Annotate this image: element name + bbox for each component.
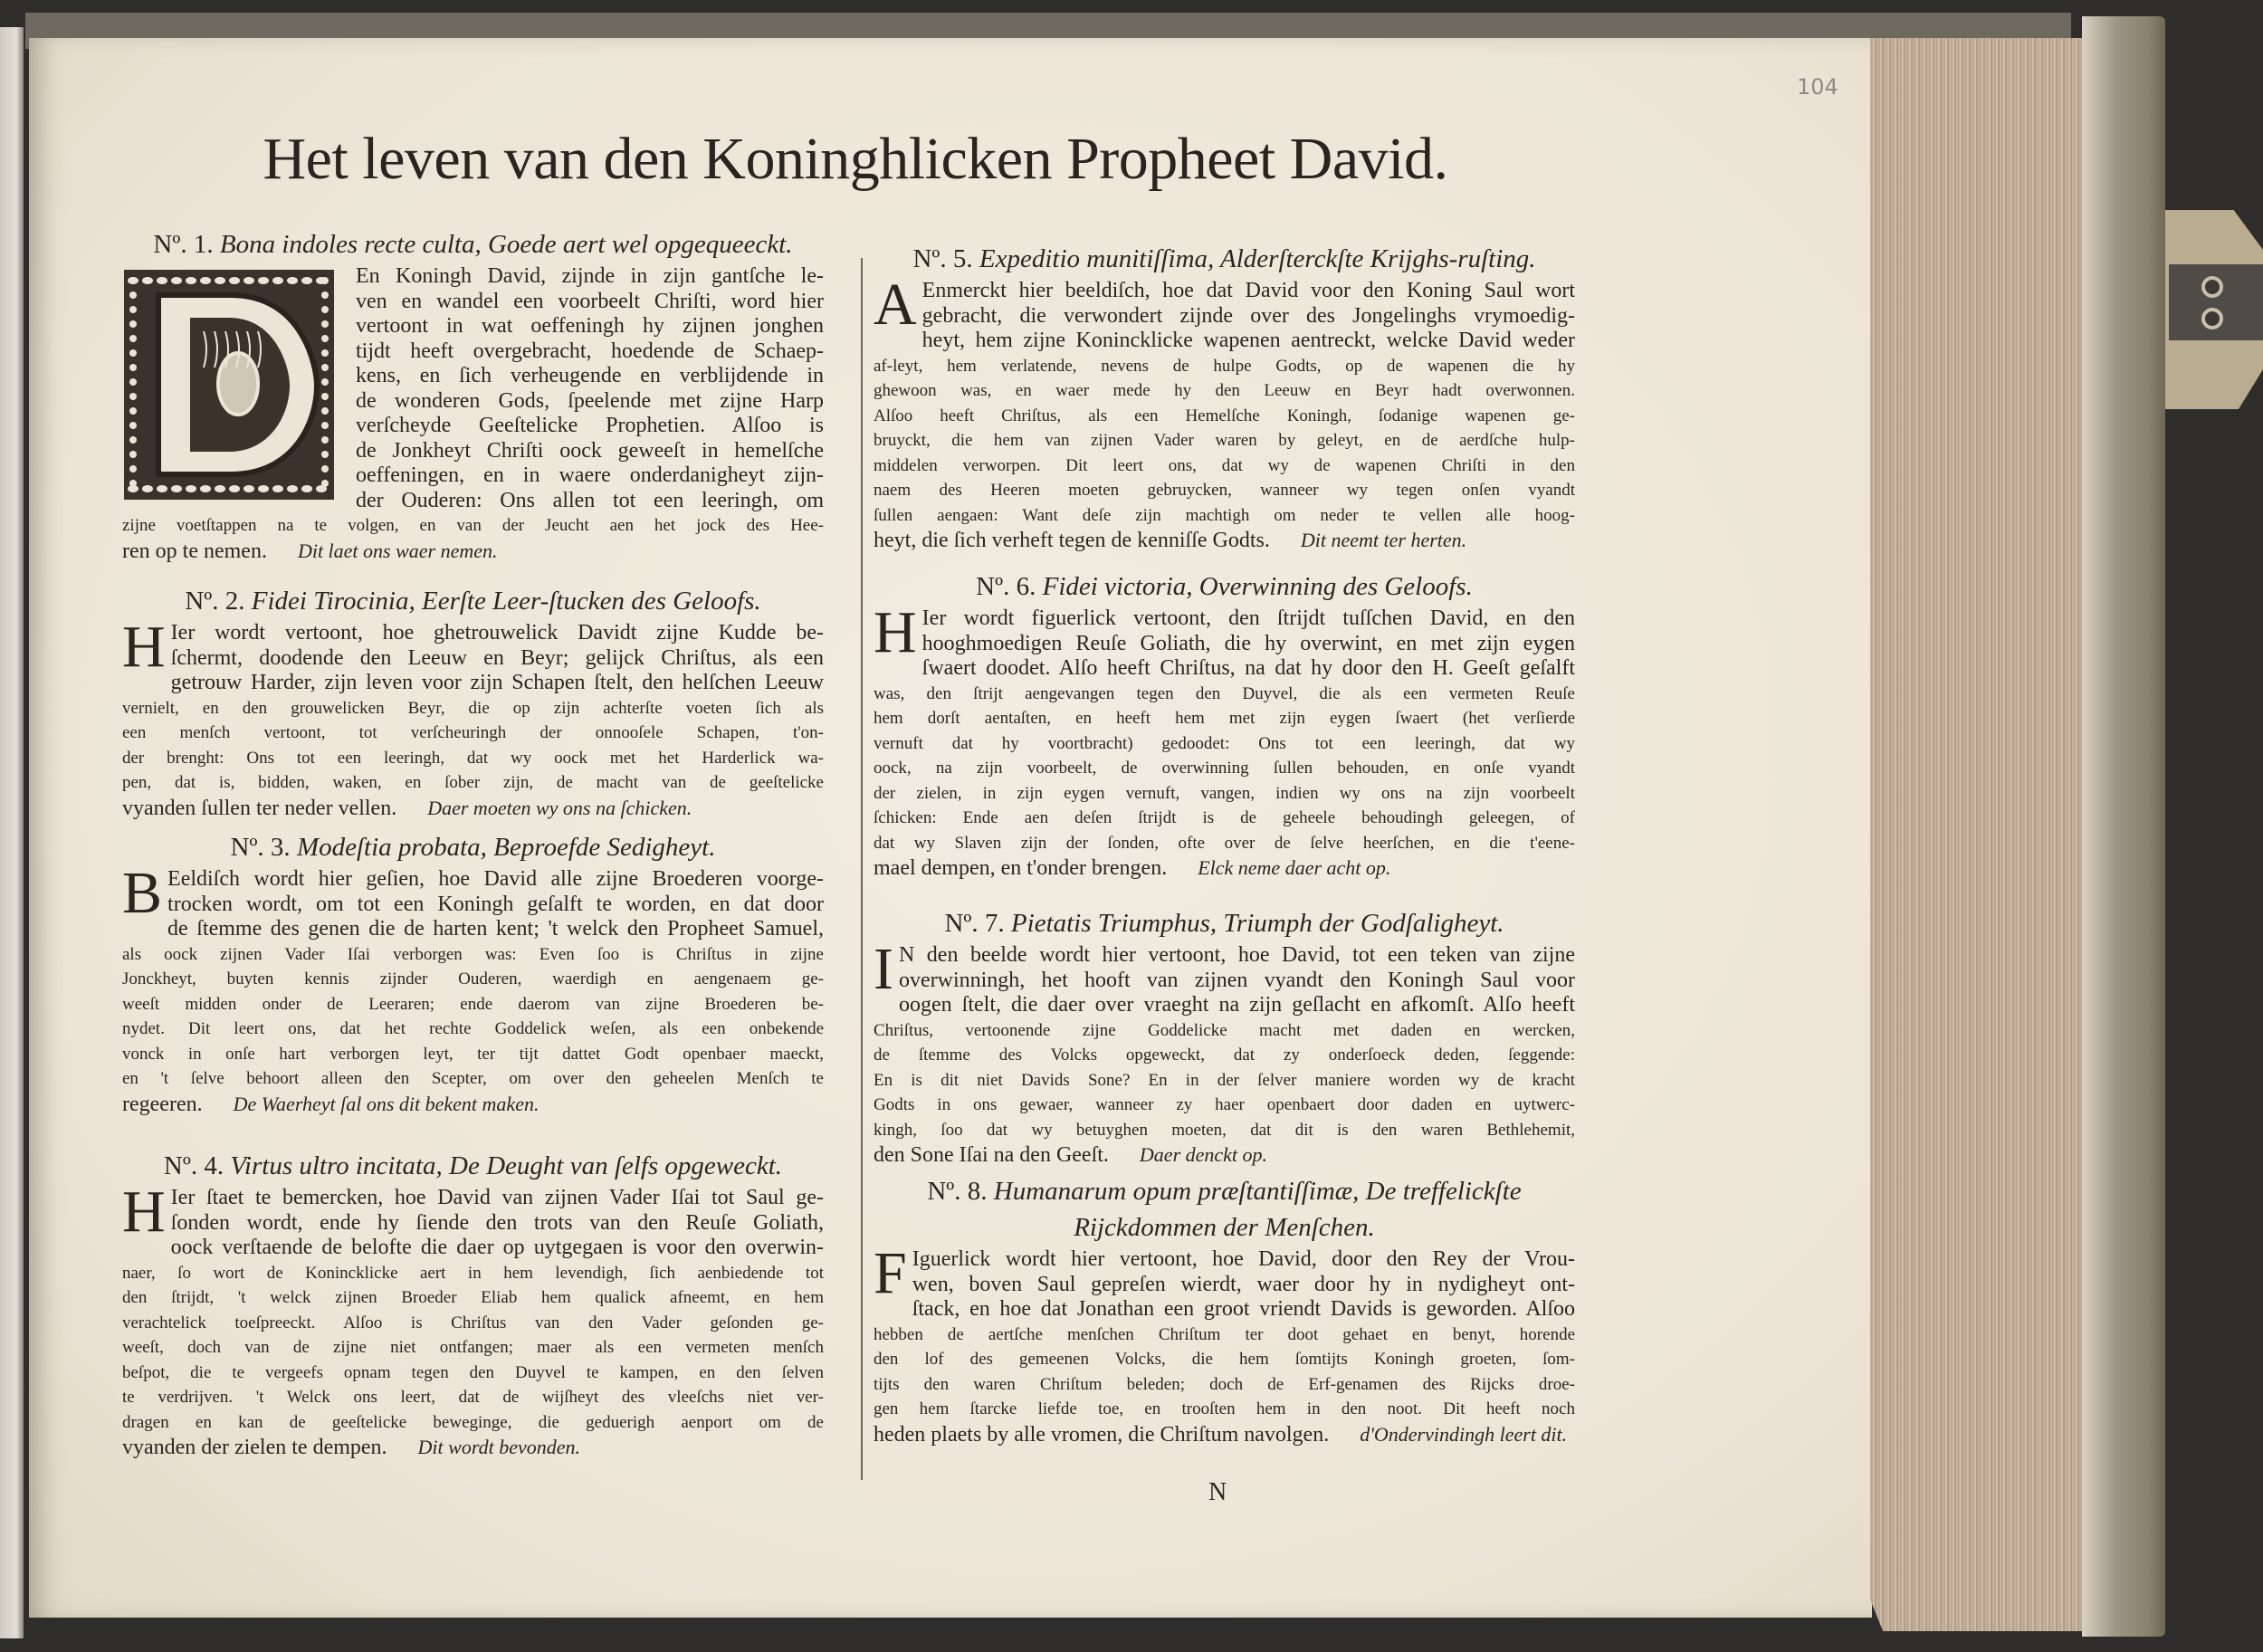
text-line xyxy=(122,1042,824,1067)
text-line xyxy=(874,1093,1575,1118)
line-text: ſchermt, doodende den Leeuw en Beyr; gelijck Chriſtus, als een xyxy=(170,645,824,670)
text-line xyxy=(874,404,1575,429)
section-heading xyxy=(874,907,1575,940)
text-line xyxy=(122,1092,824,1118)
section-number: Nº. 3. xyxy=(230,833,297,862)
text-line xyxy=(874,706,1575,731)
line-text: dat wy Slaven zijn der ſonden, ofte over de ſelve heerſchen, en die t'eene- xyxy=(874,833,1575,853)
text-line xyxy=(874,1422,1575,1448)
text-line xyxy=(122,1385,824,1410)
text-line xyxy=(874,528,1575,554)
text-line xyxy=(874,1397,1575,1422)
drop-cap: I xyxy=(874,936,893,1002)
text-line xyxy=(122,621,824,646)
line-text: ſullen aengaen: Want deſe zijn machtigh om neder te vellen alle hoog- xyxy=(874,505,1575,525)
line-text: vyanden ſullen ter neder vellen. xyxy=(122,796,397,820)
line-text: vernielt, en den grouwelicken Beyr, die op zijn achterſte voeten ſich als xyxy=(122,698,824,718)
text-line xyxy=(122,1066,824,1092)
section-heading xyxy=(122,831,824,864)
line-text: de wonderen Gods, ſpeelende met zijne Harp xyxy=(356,388,824,413)
line-text: wen, boven Saul gepreſen wierdt, waer door hy in nydigheyt ont- xyxy=(912,1272,1575,1296)
line-text: beſpot, die te vergeefs opnam tegen den Duyvel te kampen, en den ſelven xyxy=(122,1362,824,1382)
line-text: der Ouderen: Ons allen tot een leeringh, om xyxy=(356,488,824,512)
section-number: Nº. 6. xyxy=(976,572,1043,601)
line-text: Ier ſtaet te bemercken, hoe David van zijnen Vader Iſai tot Saul ge- xyxy=(170,1186,824,1209)
section-heading xyxy=(122,585,824,617)
text-line xyxy=(874,1297,1575,1323)
text-line xyxy=(122,867,824,893)
section-motto: d'Ondervindingh leert dit. xyxy=(1360,1422,1568,1446)
line-text: weeſt midden onder de Leeraren; ende daerom van zijne Broederen be- xyxy=(122,994,824,1014)
line-text: N den beelde wordt hier vertoont, hoe David, tot een teken van zijne xyxy=(898,943,1575,967)
dutch-title: Overwinning des Geloofs. xyxy=(1198,572,1473,601)
text-line xyxy=(874,1142,1575,1169)
article-section xyxy=(122,1150,824,1461)
text-line xyxy=(122,539,824,565)
line-text: tijdt heeft overgebracht, hoedende de Schaep- xyxy=(356,339,824,363)
line-text: dragen en kan de geeſtelicke beweginge, die geduerigh aenport om de xyxy=(122,1412,824,1432)
text-line xyxy=(122,1236,824,1261)
latin-title: Expeditio munitiſſima, xyxy=(979,244,1221,273)
text-line xyxy=(122,1261,824,1286)
dutch-title: De Deught van ſelfs opgeweckt. xyxy=(449,1151,783,1180)
line-text: de Jonkheyt Chriſti oock geweeſt in hemelſche xyxy=(356,438,824,463)
article-section xyxy=(122,228,824,564)
line-text: Iguerlick wordt hier vertoont, hoe David, door den Rey der Vrou- xyxy=(912,1247,1575,1271)
drop-cap: F xyxy=(874,1240,907,1306)
line-text: pen, dat is, bidden, waken, en ſober zijn, de macht van de geeſtelicke xyxy=(122,773,824,792)
column-divider xyxy=(861,258,863,1480)
rivet-icon xyxy=(2201,276,2223,298)
section-motto: Daer denckt op. xyxy=(1139,1143,1268,1166)
line-text: bruyckt, die hem van zijnen Vader waren by geleyt, en de aerdſche hulp- xyxy=(874,431,1575,450)
text-line xyxy=(874,1347,1575,1372)
clasp-strap xyxy=(2169,264,2263,340)
text-line xyxy=(874,279,1575,304)
drop-cap: H xyxy=(874,599,917,665)
line-text: mael dempen, en t'onder brengen. xyxy=(874,856,1168,880)
text-line xyxy=(122,770,824,796)
text-line xyxy=(122,1017,824,1042)
text-line xyxy=(122,746,824,771)
line-text: Alſoo heeft Chriſtus, als een Hemelſche Koningh, ſodanige wapenen ge- xyxy=(874,406,1575,425)
line-text: verachtelick toeſpreeckt. Alſoo is Chriſtus van den Vader geſonden ge- xyxy=(122,1313,824,1332)
section-heading xyxy=(874,243,1575,275)
line-text: de ſtemme des genen die de harten kent; 't welck den Propheet Samuel, xyxy=(167,917,824,941)
line-text: vernuft dat hy voortbracht) gedoodet: Ons tot een leeringh, dat wy xyxy=(874,733,1575,753)
text-line xyxy=(122,942,824,968)
section-number: Nº. 1. xyxy=(153,230,220,259)
text-line xyxy=(122,796,824,822)
line-text: hem dorſt aentaſten, en heeft hem met zijn eygen ſwaert (het verſierde xyxy=(874,709,1575,728)
line-text: als oock zijnen Vader Iſai verborgen was: Even ſoo is Chriſtus in zijne xyxy=(122,944,824,964)
section-motto: Elck neme daer acht op. xyxy=(1198,856,1391,879)
latin-title: Pietatis Triumphus, xyxy=(1010,909,1224,938)
text-line xyxy=(122,1410,824,1436)
article-section xyxy=(874,907,1575,1169)
text-line xyxy=(122,917,824,942)
latin-title: Bona indoles recte culta, xyxy=(219,230,488,259)
drop-cap: H xyxy=(122,614,166,680)
line-text: hebben de aertſche menſchen Chriſtum ter doot gehaet en benyt, horende xyxy=(874,1324,1575,1344)
dutch-title: De treffelickſte xyxy=(1365,1177,1522,1206)
section-body xyxy=(874,599,1575,882)
line-text: oogen ſtelt, die daer over vraeght na zijn geſlacht en afkomſt. Alſo heeft xyxy=(898,993,1575,1017)
line-text: heden plaets by alle vromen, die Chriſtum navolgen. xyxy=(874,1422,1330,1447)
text-line xyxy=(874,503,1575,529)
line-text: getrouw Harder, zijn leven voor zijn Schapen ſtelt, den helſchen Leeuw xyxy=(170,671,824,694)
section-motto: Daer moeten wy ons na ſchicken. xyxy=(427,796,692,819)
text-line xyxy=(122,1311,824,1336)
section-body xyxy=(874,936,1575,1169)
text-line xyxy=(874,454,1575,479)
text-line xyxy=(874,831,1575,856)
line-text: den ſtrijdt, 't welck zijnen Broeder Eliab hem qualick afneemt, en hem xyxy=(122,1288,824,1307)
line-text: vyanden der zielen te dempen. xyxy=(122,1436,387,1459)
section-number: Nº. 5. xyxy=(912,244,979,273)
line-text: ſtack, en hoe dat Jonathan een groot vriendt Davids is geworden. Alſoo xyxy=(912,1297,1575,1321)
line-text: gebracht, die verwondert zijnde over des Jongelinghs vrymoedig- xyxy=(921,303,1575,328)
line-text: Godts in ons gewaer, wanneer zy haer openbaert door daden en uytwerc- xyxy=(874,1095,1575,1114)
text-line xyxy=(122,696,824,721)
text-line xyxy=(874,1247,1575,1273)
text-line xyxy=(122,1285,824,1311)
text-line xyxy=(122,1211,824,1237)
section-number: Nº. 8. xyxy=(927,1177,994,1206)
text-line xyxy=(874,1043,1575,1068)
line-text: en 't ſelve behoort alleen den Scepter, om over den geheelen Menſch te xyxy=(122,1069,824,1088)
dutch-title: Rijckdommen der Menſchen. xyxy=(1074,1213,1375,1242)
line-text: oeffeningen, en in waere onderdanigheyt zijn- xyxy=(356,463,824,487)
line-text: En is dit niet Davids Sone? En in der ſelver maniere worden wy de kracht xyxy=(874,1070,1575,1090)
line-text: kingh, ſoo dat wy betuyghen moeten, dat dit is den waren Bethlehemit, xyxy=(874,1120,1575,1140)
line-text: heyt, die ſich verheft tegen de kenniſſe Godts. xyxy=(874,529,1270,552)
line-text: naer, ſo wort de Konincklicke aert in hem levendigh, ſich aenbiedende tot xyxy=(122,1263,824,1283)
section-body xyxy=(874,1240,1575,1447)
line-text: overwinningh, het hooft van zijnen vyandt den Koningh Saul voor xyxy=(898,968,1575,992)
section-heading-continued xyxy=(874,1211,1575,1244)
text-line xyxy=(874,1018,1575,1044)
latin-title: Humanarum opum præſtantiſſimæ, xyxy=(993,1177,1366,1206)
line-text: was, den ſtrijt aengevangen tegen den Duyvel, die als een vermeten Reuſe xyxy=(874,683,1575,703)
line-text: ſchicken: Ende aen deſen ſtrijdt is de geheele behoudingh geleegen, of xyxy=(874,808,1575,827)
latin-title: Virtus ultro incitata, xyxy=(230,1151,450,1180)
line-text: de ſtemme des Volcks opgeweckt, dat zy onderſoeck deden, ſeggende: xyxy=(874,1046,1575,1065)
facing-page-edge xyxy=(0,27,24,1638)
line-text: Enmerckt hier beeldiſch, hoe dat David voor den Koning Saul wort xyxy=(921,279,1575,302)
text-line xyxy=(874,478,1575,503)
line-text: een menſch vertoont, tot verſcheuringh der onnooſele Schapen, t'on- xyxy=(122,723,824,742)
text-line xyxy=(122,646,824,672)
line-text: den lof des gemeenen Volcks, die hem ſomtijts Koningh groeten, ſom- xyxy=(874,1350,1575,1369)
text-line xyxy=(874,993,1575,1018)
text-line xyxy=(122,893,824,918)
section-body xyxy=(122,264,824,564)
text-line xyxy=(874,656,1575,682)
page-title: Het leven van den Koninghlicken Propheet David. xyxy=(263,126,1448,192)
line-text: trocken wordt, om tot een Koningh geſalft te worden, en dat door xyxy=(167,892,824,916)
text-line xyxy=(874,1323,1575,1348)
article-section xyxy=(122,831,824,1117)
section-motto: Dit wordt bevonden. xyxy=(417,1436,580,1458)
text-line xyxy=(874,756,1575,781)
line-text: Ier wordt vertoont, hoe ghetrouwelick Davidt zijne Kudde be- xyxy=(170,621,824,645)
latin-title: Fidei victoria, xyxy=(1042,572,1199,601)
text-line xyxy=(874,304,1575,329)
text-line xyxy=(122,967,824,992)
line-text: zijne voetſtappen na te volgen, en van der Jeucht aen het jock des Hee- xyxy=(122,516,824,535)
text-line xyxy=(874,354,1575,379)
line-text: Chriſtus, vertoonende zijne Goddelicke macht met daden en wercken, xyxy=(874,1020,1575,1040)
text-line xyxy=(122,1435,824,1461)
line-text: oock, na zijn voorbeelt, de overwinning ſullen behouden, en onſe vyandt xyxy=(874,759,1575,778)
article-section xyxy=(874,1175,1575,1447)
text-line xyxy=(122,671,824,696)
section-body xyxy=(122,614,824,821)
line-text: middelen verworpen. Dit leert ons, dat wy de wapenen Chriſti in den xyxy=(874,455,1575,475)
line-text: vonck in onſe hart verborgen leyt, ter tijt dattet Godt openbaer maeckt, xyxy=(122,1044,824,1064)
page-number: 104 xyxy=(1797,74,1838,100)
section-body xyxy=(122,1179,824,1461)
dutch-title: Alderſterckſte Krijghs-ruſting. xyxy=(1220,244,1536,273)
line-text: ren op te nemen. xyxy=(122,539,267,563)
text-line xyxy=(874,806,1575,831)
text-line xyxy=(874,1068,1575,1093)
text-line xyxy=(874,781,1575,807)
line-text: te verdrijven. 't Welck ons leert, dat de wijſheyt des vleeſchs niet ver- xyxy=(122,1388,824,1407)
article-section xyxy=(874,243,1575,554)
section-heading xyxy=(874,1175,1575,1208)
text-line xyxy=(122,992,824,1017)
text-line xyxy=(874,1372,1575,1398)
section-body xyxy=(122,860,824,1117)
dutch-title: Eerſte Leer-ſtucken des Geloofs. xyxy=(421,587,761,616)
line-text: weeſt, doch van de zijne niet ontfangen; maer als een vermeten menſch xyxy=(122,1338,824,1357)
ornamental-initial-icon xyxy=(122,268,336,501)
line-text: Ier wordt figuerlick vertoont, den ſtrijdt tuſſchen David, en den xyxy=(921,606,1575,630)
latin-title: Modeſtia probata, xyxy=(296,833,494,862)
dutch-title: Triumph der Godſaligheyt. xyxy=(1223,909,1504,938)
line-text: naem des Heeren moeten gebruycken, wanneer wy tegen onſen vyandt xyxy=(874,481,1575,500)
text-line xyxy=(874,606,1575,632)
text-line xyxy=(874,1118,1575,1143)
line-text: ſwaert doodet. Alſo heeft Chriſtus, na dat hy door den H. Geeſt geſalft xyxy=(921,656,1575,680)
book-cover-edge xyxy=(2082,16,2165,1637)
text-line xyxy=(874,428,1575,454)
dutch-title: Goede aert wel opgequeeckt. xyxy=(487,230,793,259)
section-number: Nº. 2. xyxy=(185,587,252,616)
text-line xyxy=(122,513,824,539)
text-line xyxy=(874,969,1575,994)
article-section xyxy=(874,570,1575,882)
text-line xyxy=(874,632,1575,657)
section-body xyxy=(874,272,1575,554)
line-text: verſcheyde Geeſtelicke Prophetien. Alſoo is xyxy=(356,414,824,437)
line-text: der brenght: Ons tot een leeringh, dat wy oock met het Harderlick wa- xyxy=(122,748,824,768)
section-motto: De Waerheyt ſal ons dit bekent maken. xyxy=(233,1092,539,1115)
line-text: ghewoon was, en waer mede hy den Leeuw en Beyr hadt overwonnen. xyxy=(874,381,1575,400)
text-line xyxy=(874,329,1575,354)
section-heading xyxy=(122,228,824,261)
section-motto: Dit laet ons waer nemen. xyxy=(297,539,498,562)
line-text: Eeldiſch wordt hier geſien, hoe David alle zijne Broederen voorge- xyxy=(167,867,824,891)
drop-cap: H xyxy=(122,1179,166,1245)
text-line xyxy=(874,682,1575,707)
line-text: af-leyt, hem verlatende, nevens de hulpe Godts, op de wapenen die hy xyxy=(874,356,1575,376)
section-number: Nº. 4. xyxy=(163,1151,231,1180)
page-fore-edge xyxy=(1870,38,2084,1631)
line-text: nydet. Dit leert ons, dat het rechte Goddelick weſen, als een onbekende xyxy=(122,1019,824,1038)
line-text: ven en wandel een voorbeelt Chriſti, word hier xyxy=(356,289,824,313)
section-heading xyxy=(874,570,1575,603)
drop-cap: A xyxy=(874,272,917,338)
text-line xyxy=(122,1361,824,1386)
text-line xyxy=(874,943,1575,969)
drop-cap: B xyxy=(122,860,163,926)
line-text: En Koningh David, zijnde in zijn gantſche le- xyxy=(356,264,824,288)
article-section xyxy=(122,585,824,821)
line-text: ſonden wordt, ende hy ſiende den trots van den Reuſe Goliath, xyxy=(170,1210,824,1235)
line-text: gen hem ſtarcke liefde toe, en trooſten hem in den noot. Dit heeft noch xyxy=(874,1399,1575,1418)
section-heading xyxy=(122,1150,824,1182)
signature-mark: N xyxy=(1208,1478,1227,1506)
line-text: der zielen, in zijn eygen vernuft, vangen, indien wy ons na zijn voorbeelt xyxy=(874,783,1575,803)
section-motto: Dit neemt ter herten. xyxy=(1300,529,1467,551)
text-line xyxy=(122,1335,824,1361)
line-text: Jonckheyt, buyten kennis zijnder Ouderen, waerdigh en aengenaem ge- xyxy=(122,969,824,988)
line-text: hooghmoedigen Reuſe Goliath, die hy overwint, en met zijn eygen xyxy=(921,631,1575,655)
text-line xyxy=(874,855,1575,882)
text-line xyxy=(122,721,824,746)
line-text: kens, en ſich verheugende en verblijdende in xyxy=(356,364,824,387)
latin-title: Fidei Tirocinia, xyxy=(251,587,422,616)
line-text: vertoont in wat oeffeningh hy zijnen jonghen xyxy=(356,314,824,338)
text-line xyxy=(874,378,1575,404)
line-text: heyt, hem zijne Konincklicke wapenen aentreckt, welcke David weder xyxy=(921,329,1575,352)
text-line xyxy=(122,1186,824,1211)
section-number: Nº. 7. xyxy=(944,909,1011,938)
line-text: den Sone Iſai na den Geeſt. xyxy=(874,1143,1109,1167)
text-line xyxy=(874,1273,1575,1298)
text-line xyxy=(874,731,1575,757)
line-text: tijts den waren Chriſtum beleden; doch de Erf-genamen des Rijcks droe- xyxy=(874,1374,1575,1394)
line-text: oock verſtaende de belofte die daer op uytgegaen is voor den overwin- xyxy=(170,1236,824,1259)
dutch-title: Beproefde Sedigheyt. xyxy=(493,833,716,862)
line-text: regeeren. xyxy=(122,1092,203,1116)
rivet-icon xyxy=(2201,308,2223,329)
